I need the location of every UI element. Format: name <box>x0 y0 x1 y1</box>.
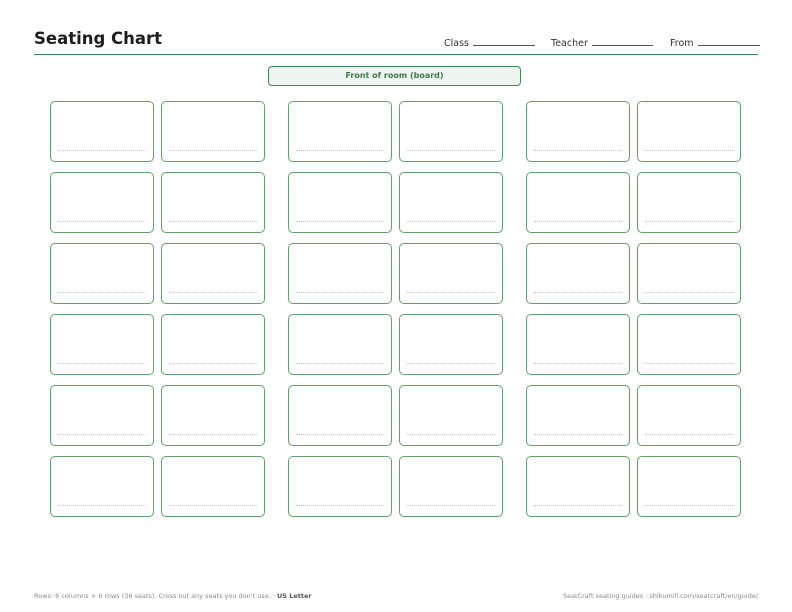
seat-name-line <box>58 150 146 151</box>
seat-name-line <box>58 505 146 506</box>
footer-paper-size: US Letter <box>276 592 312 600</box>
seat-box[interactable] <box>526 456 630 517</box>
seat-name-line <box>169 292 257 293</box>
seat-name-line <box>645 150 733 151</box>
seat-name-line <box>645 505 733 506</box>
class-field-line[interactable] <box>473 45 535 46</box>
seat-name-line <box>169 221 257 222</box>
seat-name-line <box>169 150 257 151</box>
seat-name-line <box>534 150 622 151</box>
seat-name-line <box>407 150 495 151</box>
seat-box[interactable] <box>637 243 741 304</box>
seat-box[interactable] <box>50 456 154 517</box>
seat-name-line <box>534 292 622 293</box>
seat-box[interactable] <box>161 243 265 304</box>
seat-box[interactable] <box>50 243 154 304</box>
seat-name-line <box>645 292 733 293</box>
seat-box[interactable] <box>399 456 503 517</box>
page-title: Seating Chart <box>34 29 163 48</box>
seat-box[interactable] <box>526 314 630 375</box>
seat-name-line <box>296 434 384 435</box>
seat-box[interactable] <box>161 172 265 233</box>
class-field[interactable] <box>444 38 535 49</box>
class-field-label: Class <box>444 38 469 49</box>
seat-box[interactable] <box>288 456 392 517</box>
seat-name-line <box>407 505 495 506</box>
seat-name-line <box>58 292 146 293</box>
seat-box[interactable] <box>288 314 392 375</box>
seat-box[interactable] <box>399 172 503 233</box>
seat-name-line <box>534 363 622 364</box>
seat-box[interactable] <box>161 385 265 446</box>
seat-box[interactable] <box>526 243 630 304</box>
seat-box[interactable] <box>637 172 741 233</box>
seat-box[interactable] <box>288 243 392 304</box>
seat-name-line <box>534 505 622 506</box>
seat-box[interactable] <box>50 314 154 375</box>
seat-box[interactable] <box>50 101 154 162</box>
teacher-field-label: Teacher <box>551 38 588 49</box>
seat-name-line <box>296 363 384 364</box>
from-field[interactable] <box>670 38 760 49</box>
seat-box[interactable] <box>526 101 630 162</box>
seat-box[interactable] <box>637 101 741 162</box>
seat-name-line <box>534 221 622 222</box>
seat-name-line <box>645 221 733 222</box>
seat-box[interactable] <box>637 456 741 517</box>
seat-name-line <box>58 221 146 222</box>
seat-box[interactable] <box>399 314 503 375</box>
seat-box[interactable] <box>637 385 741 446</box>
seat-box[interactable] <box>399 385 503 446</box>
footer-info-text: Rows: 6 columns × 6 rows (36 seats). Cross out any seats you don't use. · <box>34 592 277 600</box>
seat-name-line <box>169 505 257 506</box>
seat-name-line <box>58 434 146 435</box>
seat-name-line <box>407 363 495 364</box>
from-field-label: From <box>670 38 694 49</box>
header-divider <box>34 54 758 55</box>
seat-box[interactable] <box>399 243 503 304</box>
footer-credit: SeatCraft seating guides · shikumill.com/seatcraft/en/guide/ <box>562 592 758 600</box>
seat-box[interactable] <box>161 456 265 517</box>
seat-name-line <box>296 505 384 506</box>
seat-box[interactable] <box>526 385 630 446</box>
seat-box[interactable] <box>161 101 265 162</box>
seat-box[interactable] <box>526 172 630 233</box>
teacher-field[interactable] <box>551 38 653 49</box>
seat-box[interactable] <box>288 101 392 162</box>
from-field-line[interactable] <box>698 45 760 46</box>
seat-box[interactable] <box>399 101 503 162</box>
front-of-room-board: Front of room (board) <box>268 66 521 86</box>
seat-name-line <box>169 434 257 435</box>
seat-name-line <box>58 363 146 364</box>
seat-name-line <box>534 434 622 435</box>
teacher-field-line[interactable] <box>592 45 653 46</box>
seat-box[interactable] <box>288 172 392 233</box>
seat-name-line <box>296 150 384 151</box>
seat-name-line <box>169 363 257 364</box>
seat-box[interactable] <box>50 385 154 446</box>
seat-name-line <box>407 292 495 293</box>
seat-name-line <box>645 363 733 364</box>
seat-box[interactable] <box>50 172 154 233</box>
seat-box[interactable] <box>637 314 741 375</box>
seat-box[interactable] <box>161 314 265 375</box>
seat-box[interactable] <box>288 385 392 446</box>
seat-name-line <box>407 221 495 222</box>
seat-name-line <box>407 434 495 435</box>
seat-name-line <box>296 292 384 293</box>
seat-name-line <box>296 221 384 222</box>
seat-name-line <box>645 434 733 435</box>
footer-info <box>34 592 312 600</box>
